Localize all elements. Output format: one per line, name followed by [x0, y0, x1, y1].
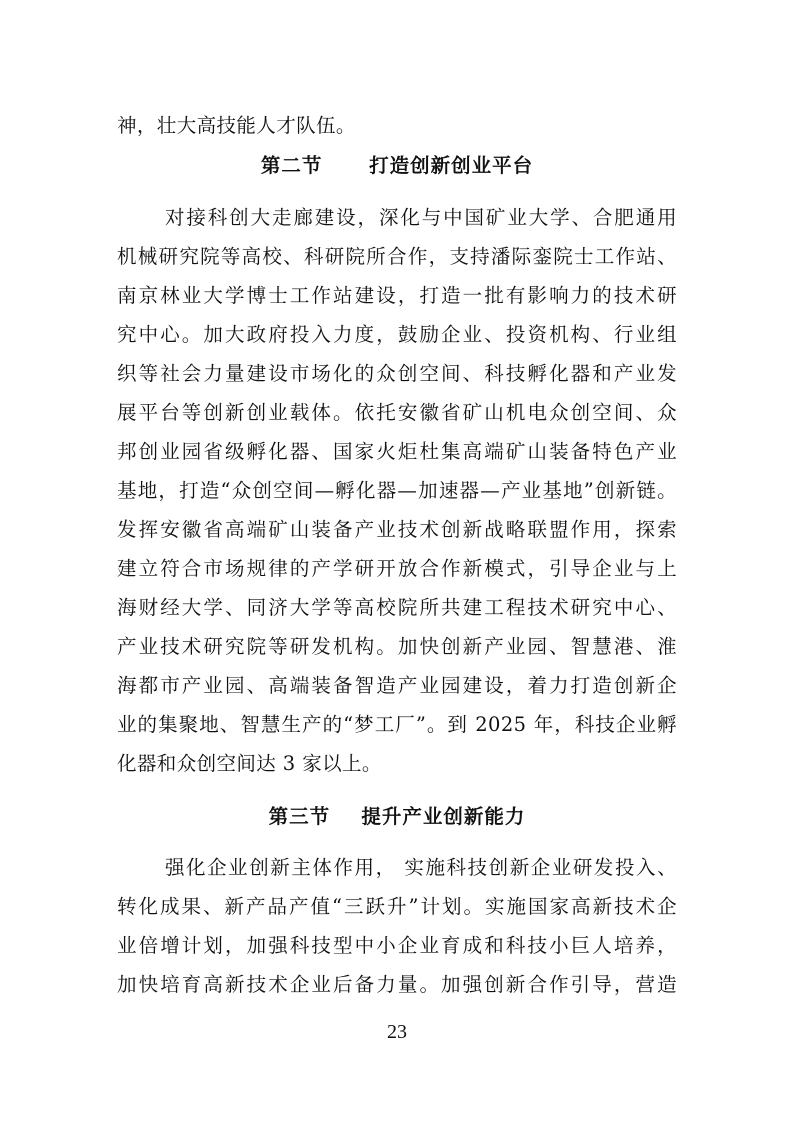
paragraph-line: 强化企业创新主体作用， 实施科技创新企业研发投入、 — [165, 856, 677, 879]
paragraph-line: 展平台等创新创业载体。依托安徽省矿山机电众创空间、众 — [117, 401, 677, 424]
carryover-line: 神，壮大高技能人才队伍。 — [117, 114, 356, 137]
paragraph-line: 南京林业大学博士工作站建设，打造一批有影响力的技术研 — [117, 284, 677, 307]
paragraph-line: 究中心。加大政府投入力度，鼓励企业、投资机构、行业组 — [117, 323, 677, 346]
section-heading-3: 第三节 提升产业创新能力 — [268, 805, 526, 828]
paragraph-line: 海财经大学、同济大学等高校院所共建工程技术研究中心、 — [117, 596, 677, 619]
paragraph-line: 对接科创大走廊建设，深化与中国矿业大学、合肥通用 — [165, 206, 677, 229]
paragraph-line: 业的集聚地、智慧生产的“梦工厂”。到 2025 年，科技企业孵 — [117, 713, 677, 736]
paragraph-line: 加快培育高新技术企业后备力量。加强创新合作引导，营造 — [117, 973, 677, 996]
paragraph-line: 业倍增计划，加强科技型中小企业育成和科技小巨人培养， — [117, 934, 677, 957]
paragraph-line: 建立符合市场规律的产学研开放合作新模式，引导企业与上 — [117, 557, 677, 580]
paragraph-line: 发挥安徽省高端矿山装备产业技术创新战略联盟作用，探索 — [117, 518, 677, 541]
paragraph-line: 机械研究院等高校、科研院所合作，支持潘际銮院士工作站、 — [117, 245, 677, 268]
paragraph-line: 邦创业园省级孵化器、国家火炬杜集高端矿山装备特色产业 — [117, 440, 677, 463]
page-number: 23 — [387, 1021, 407, 1043]
paragraph-line: 产业技术研究院等研发机构。加快创新产业园、智慧港、淮 — [117, 635, 677, 658]
section-heading-2: 第二节 打造创新创业平台 — [260, 154, 534, 177]
paragraph-line: 海都市产业园、高端装备智造产业园建设，着力打造创新企 — [117, 674, 677, 697]
paragraph-line: 转化成果、新产品产值“三跃升”计划。实施国家高新技术企 — [117, 895, 677, 918]
paragraph-line: 织等社会力量建设市场化的众创空间、科技孵化器和产业发 — [117, 362, 677, 385]
paragraph-line: 化器和众创空间达 3 家以上。 — [117, 752, 382, 775]
paragraph-line: 基地，打造“众创空间—孵化器—加速器—产业基地”创新链。 — [117, 479, 677, 502]
